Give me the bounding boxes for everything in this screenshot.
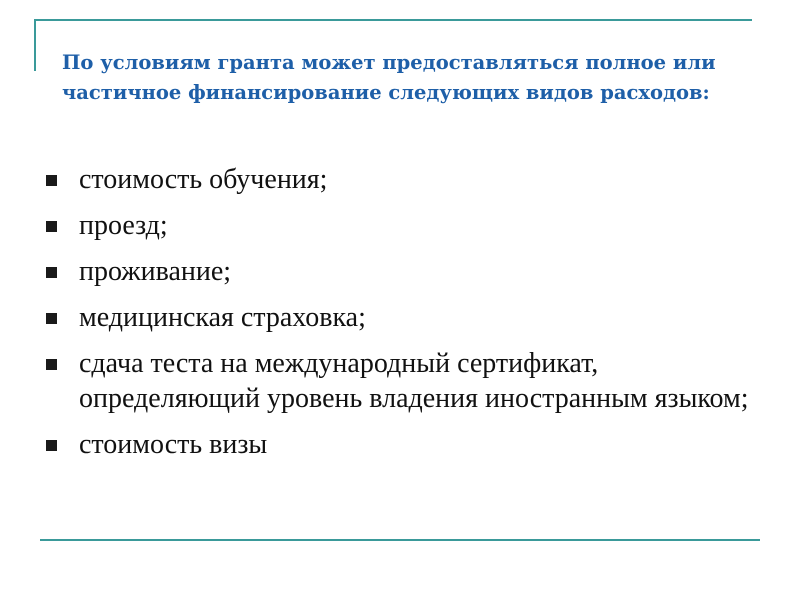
list-item bbox=[46, 427, 766, 462]
square-bullet-icon bbox=[46, 221, 57, 232]
bullet-list bbox=[46, 162, 766, 473]
list-item-text: проживание; bbox=[79, 256, 232, 287]
square-bullet-icon bbox=[46, 359, 57, 370]
list-item-text: проезд; bbox=[79, 210, 168, 241]
square-bullet-icon bbox=[46, 175, 57, 186]
bottom-rule bbox=[40, 539, 760, 541]
square-bullet-icon bbox=[46, 440, 57, 451]
list-item-text: стоимость обучения; bbox=[79, 164, 328, 195]
list-item bbox=[46, 300, 766, 335]
top-rule bbox=[34, 19, 752, 21]
list-item bbox=[46, 346, 766, 416]
list-item-text: сдача теста на международный сертификат, определяющий уровень владения иностранным языком; bbox=[79, 348, 749, 414]
list-item-text: медицинская страховка; bbox=[79, 302, 366, 333]
slide-title: По условиям гранта может предоставляться полное или частичное финансирование следующих видов расходов: bbox=[62, 51, 716, 104]
square-bullet-icon bbox=[46, 313, 57, 324]
list-item bbox=[46, 208, 766, 243]
list-item-text: стоимость визы bbox=[79, 429, 268, 460]
square-bullet-icon bbox=[46, 267, 57, 278]
list-item bbox=[46, 162, 766, 197]
list-item bbox=[46, 254, 766, 289]
left-rule bbox=[34, 19, 36, 71]
